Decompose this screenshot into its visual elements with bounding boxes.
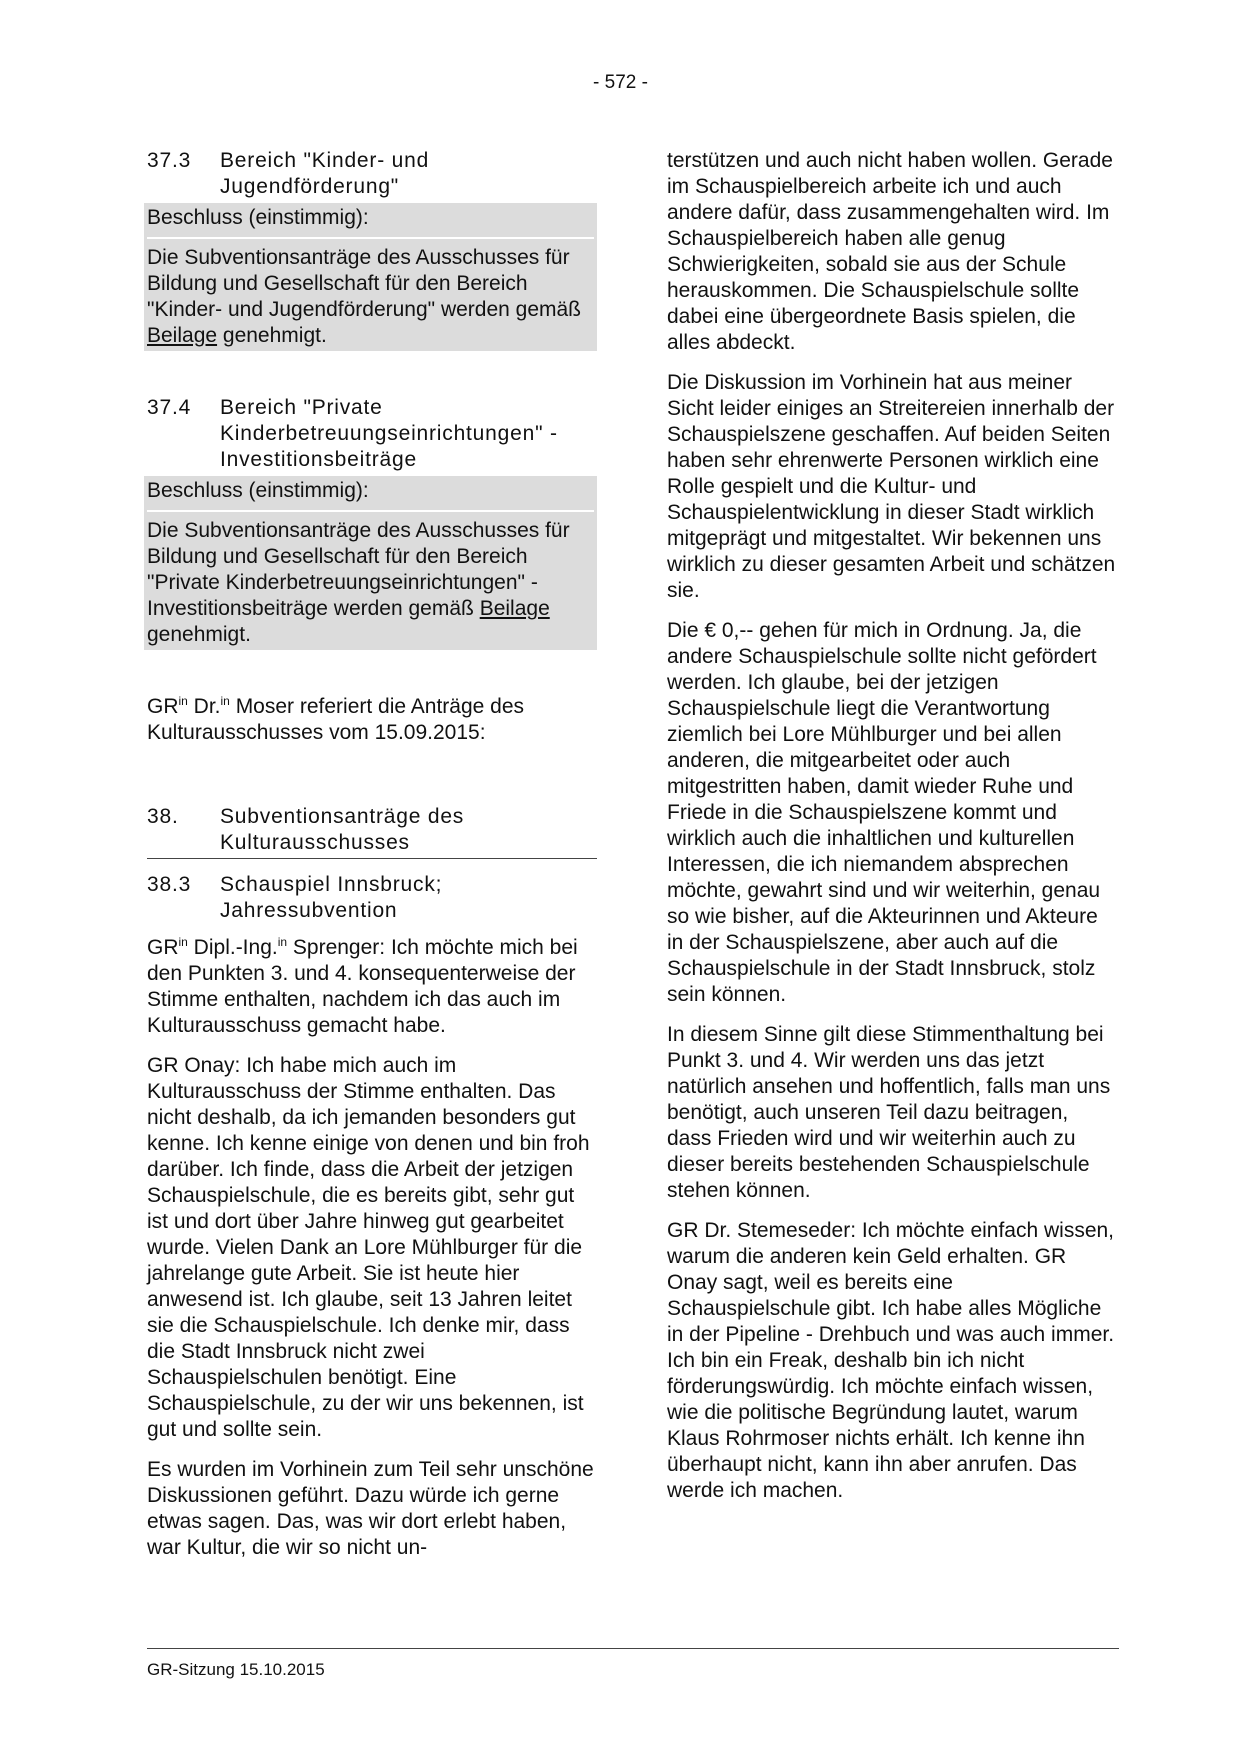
resolution-text: Die Subventionsanträge des Ausschusses für Bildung und Gesellschaft für den Bereich "Private Kinderbetreuungseinrichtungen" - Investitionsbeiträge werden gemäß Beilage genehmigt. <box>147 519 570 646</box>
page-number: - 572 - <box>593 72 648 93</box>
section-number: 37.4 <box>147 396 192 419</box>
heading-37-4 <box>147 395 597 473</box>
left-column <box>147 148 597 1575</box>
section-title: Schauspiel Innsbruck; Jahressubvention <box>220 873 443 922</box>
heading-37-3 <box>147 148 597 200</box>
body-paragraph: Die Diskussion im Vorhinein hat aus meiner Sicht leider einiges an Streitereien innerhalb der Schauspielszene geschaffen. Auf beiden Seiten haben sehr ehrenwerte Personen wirklich eine Rolle gespielt und die Kultur- und Schauspielentwicklung in dieser Stadt wirklich mitgeprägt und mitgestaltet. Wir bekennen uns wirklich zu dieser gesamten Arbeit und schätzen sie. <box>667 371 1116 602</box>
body-paragraph: GR Dr. Stemeseder: Ich möchte einfach wissen, warum die anderen kein Geld erhalten. GR Onay sagt, weil es bereits eine Schauspielschule gibt. Ich habe alles Mögliche in der Pipeline - Drehbuch und was auch immer. Ich bin ein Freak, deshalb bin ich nicht förderungswürdig. Ich möchte einfach wissen, wie die politische Begründung lautet, warum Klaus Rohrmoser nichts erhält. Ich kenne ihn überhaupt nicht, kann ihn aber anrufen. Das werde ich machen. <box>667 1219 1115 1502</box>
right-column <box>667 148 1117 1518</box>
body-paragraph: Die € 0,-- gehen für mich in Ordnung. Ja, die andere Schauspielschule sollte nicht gefördert werden. Ich glaube, bei der jetzigen Schauspielschule liegt die Verantwortung ziemlich bei Lore Mühlburger und bei allen anderen, die mitgearbeitet oder auch mitgestritten haben, damit wieder Ruhe und Friede in die Schauspielszene kommt und wirklich auch die inhaltlichen und kulturellen Interessen, die ich niemandem absprechen möchte, gewahrt sind und wir weiterhin, genau so wie bisher, auf die Akteurinnen und Akteure in der Schauspielszene, aber auch auf die Schauspielschule in der Stadt Innsbruck, stolz sein können. <box>667 619 1101 1006</box>
section-title: Bereich "Kinder- und Jugendförderung" <box>220 149 430 198</box>
section-number: 38.3 <box>147 873 192 896</box>
heading-38 <box>147 804 597 859</box>
resolution-label: Beschluss (einstimmig): <box>147 476 594 512</box>
sprenger-paragraph: $GR^{in}$ Dipl.-Ing.$^{in}$ Sprenger: Ich möchte mich bei den Punkten 3. und 4. konsequenterweise der Stimme enthalten, nachdem ich das auch im Kulturausschuss gemacht habe. <box>147 935 578 1037</box>
section-title: Bereich "Private Kinderbetreuungseinrichtungen" - Investitionsbeiträge <box>220 396 558 471</box>
body-paragraph: GR Onay: Ich habe mich auch im Kulturausschuss der Stimme enthalten. Das nicht deshalb, da ich jemanden besonders gut kenne. Ich kenne einige von denen und bin froh darüber. Ich finde, dass die Arbeit der jetzigen Schauspielschule, die es bereits gibt, sehr gut ist und dort über Jahre hinweg gut gearbeitet wurde. Vielen Dank an Lore Mühlburger für die jahrelange gute Arbeit. Sie ist heute hier anwesend ist. Ich glaube, seit 13 Jahren leitet sie die Schauspielschule. Ich denke mir, dass die Stadt Innsbruck nicht zwei Schauspielschulen benötigt. Eine Schauspielschule, zu der wir uns bekennen, ist gut und sollte sein. <box>147 1054 590 1441</box>
intro-paragraph: $GR^{in}$ Dr.$^{in}$ Moser referiert die Anträge des Kulturausschusses vom 15.09.2015: <box>147 694 525 744</box>
body-paragraph: In diesem Sinne gilt diese Stimmenthaltung bei Punkt 3. und 4. Wir werden uns das jetzt natürlich ansehen und hoffentlich, falls man uns benötigt, auch unseren Teil dazu beitragen, dass Frieden wird und wir weiterhin auch zu dieser bereits bestehenden Schauspielschule stehen können. <box>667 1023 1111 1202</box>
section-number: 37.3 <box>147 149 192 172</box>
resolution-text: Die Subventionsanträge des Ausschusses für Bildung und Gesellschaft für den Bereich "Kinder- und Jugendförderung" werden gemäß Beilage genehmigt. <box>147 246 582 347</box>
body-paragraph: terstützen und auch nicht haben wollen. Gerade im Schauspielbereich arbeite ich und auch andere dafür, dass zusammengehalten wird. Im Schauspielbereich haben alle genug Schwierigkeiten, sobald sie aus der Schule herauskommen. Die Schauspielschule sollte dabei eine übergeordnete Basis spielen, die alles abdeckt. <box>667 149 1113 354</box>
heading-38-3 <box>147 872 597 924</box>
resolution-box-37-3 <box>144 203 597 351</box>
beilage-link[interactable]: Beilage <box>479 597 550 620</box>
body-paragraph: Es wurden im Vorhinein zum Teil sehr unschöne Diskussionen geführt. Dazu würde ich gerne etwas sagen. Das, was wir dort erlebt haben, war Kultur, die wir so nicht un- <box>147 1458 594 1559</box>
resolution-label: Beschluss (einstimmig): <box>147 203 594 239</box>
footer-divider <box>147 1648 1119 1649</box>
beilage-link[interactable]: Beilage <box>147 324 218 347</box>
section-number: 38. <box>147 805 179 828</box>
footer-text: GR-Sitzung 15.10.2015 <box>147 1660 325 1679</box>
section-title: Subventionsanträge des Kulturausschusses <box>220 805 465 854</box>
resolution-box-37-4 <box>144 476 597 650</box>
